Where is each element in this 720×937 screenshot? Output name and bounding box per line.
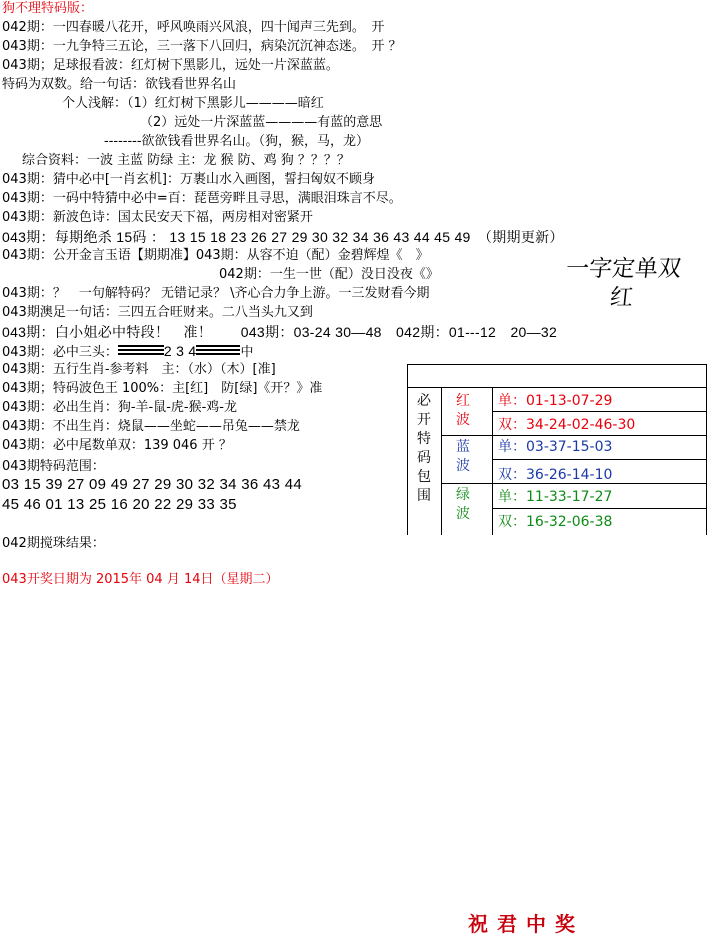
line-zodiac-riddle: 043期：猜中必中[一肖玄机]：万裹山水入画图，誓扫匈奴不顾身 — [2, 172, 375, 187]
red-even-row: 双：34-24-02-46-30 — [498, 417, 636, 433]
line-five-elements: 043期：五行生肖-参考料 主：（水）（木）[准] — [2, 362, 276, 377]
line-special-segment: 043期：白小姐必中特段！ 准！ 043期：03-24 30—48 042期：01---12 20—32 — [2, 324, 558, 340]
green-odd-row: 单：11-33-17-27 — [498, 489, 613, 505]
line-kill-numbers: 043期：每期绝杀 15码 ： 13 15 18 23 26 27 29 30 32 34 36 43 44 45 49 （期期更新） — [2, 229, 564, 245]
line-range-1: 03 15 39 27 09 49 27 29 30 32 34 36 43 44 — [2, 476, 303, 493]
blue-odd-row: 单：03-37-15-03 — [498, 439, 613, 455]
bars-icon — [196, 344, 240, 362]
line-range-label: 043期特码范围： — [2, 459, 105, 474]
slogan-line-1: 一字定单双 — [564, 256, 683, 282]
package-title: 必 开 特 码 包 围 — [417, 393, 431, 504]
line-one-phrase: 043期：？ 一句解特码？ 无错记录？ \齐心合力争上游。一三发财看今期 — [2, 286, 430, 301]
line-one-code: 043期：一码中特猜中必中=百：琵琶旁畔且寻思，满眼泪珠言不尽。 — [2, 191, 402, 206]
line-summary: 综合资料：一波 主蓝 防绿 主：龙 猴 防、鸡 狗 ？？？？ — [22, 153, 350, 168]
three-heads-suffix: 中 — [240, 345, 254, 360]
three-heads-values: 2 3 4 — [163, 343, 197, 359]
slogan-line-2: 红 — [608, 285, 635, 311]
line-personal-note-2: （2）远处一片深蓝蓝————有蓝的意思 — [140, 115, 383, 130]
line-personal-note-1: 个人浅解：（1）红灯树下黑影儿————暗红 — [62, 96, 324, 111]
line-even-hint: 特码为双数。给一句话：欲钱看世界名山 — [2, 77, 237, 92]
wave-blue-label: 蓝 波 — [456, 439, 470, 474]
three-heads-label: 043期：必中三头： — [2, 345, 118, 360]
line-aussie-phrase: 043期澳足一句话：三四五合旺财来。二八当头九又到 — [2, 305, 313, 320]
line-draw-date: 043开奖日期为 2015年 04 月 14日（星期二） — [2, 572, 279, 587]
package-table-header — [408, 365, 706, 388]
page-header: 狗不理特码版： — [2, 1, 94, 16]
green-even-row: 双：16-32-06-38 — [498, 514, 613, 530]
bars-icon — [118, 344, 164, 362]
red-odd-row: 单：01-13-07-29 — [498, 393, 613, 409]
line-no-zodiac: 043期：不出生肖：烧鼠——坐蛇——吊兔——禁龙 — [2, 419, 300, 434]
blue-even-row: 双：36-26-14-10 — [498, 467, 613, 483]
wave-green-label: 绿 波 — [456, 487, 470, 522]
line-wave-king: 043期；特码波色王 100%：主[红] 防[绿]《开？》准 — [2, 381, 323, 396]
line-042-words: 042期：一生一世（配）没日没夜《》 — [219, 267, 439, 282]
line-must-zodiac: 043期：必出生肖：狗-羊-鼠-虎-猴-鸡-龙 — [2, 400, 237, 415]
line-042-poem: 042期：一四春暖八花开，呼风唤雨兴风浪，四十闻声三先到。 开 — [2, 20, 385, 35]
line-043-poem: 043期：一九争特三五论，三一落下八回归，病染沉沉神态迷。 开 ？ — [2, 39, 402, 54]
package-table — [407, 364, 707, 535]
line-three-heads — [2, 342, 253, 362]
line-personal-note-3: --------欲欲钱看世界名山。（狗，猴，马，龙） — [104, 134, 370, 149]
line-wave-poem: 043期：新波色诗：国太民安天下福，两房相对密紧开 — [2, 210, 313, 225]
line-draw-result: 042期搅珠结果： — [2, 536, 105, 551]
wave-red-label: 红 波 — [456, 393, 470, 428]
line-football-news: 043期；足球报看波：红灯树下黑影儿，远处一片深蓝蓝。 — [2, 58, 339, 73]
good-luck-footer: 祝君中奖 — [468, 912, 584, 936]
line-tail-number: 043期：必中尾数单双：139 046 开 ？ — [2, 438, 232, 453]
line-range-2: 45 46 01 13 25 16 20 22 29 33 35 — [2, 496, 237, 513]
line-golden-words: 043期：公开金言玉语【期期准】043期：从容不迫（配）金碧辉煌《 》 — [2, 248, 429, 263]
